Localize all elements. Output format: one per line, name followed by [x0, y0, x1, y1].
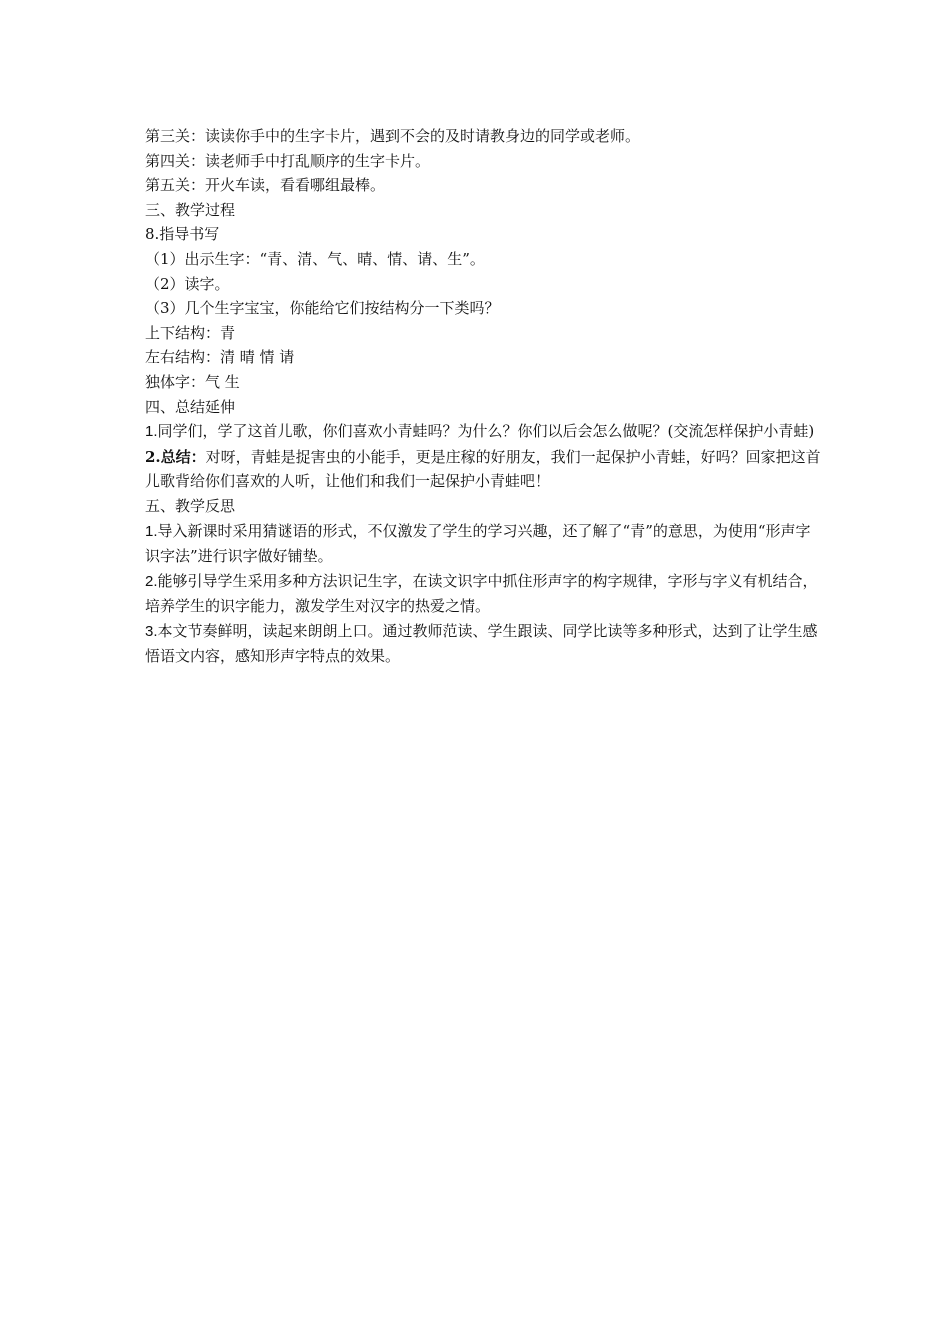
text-line-single-body: 独体字：气 生: [145, 372, 240, 391]
reflection-item-1-text: 导入新课时采用猜谜语的形式，不仅激发了学生的学习兴趣，还了解了“青”的意思，为使用“形声字识字法”进行识字做好铺垫。: [145, 521, 811, 566]
section-heading-summary: 四、总结延伸: [145, 397, 236, 416]
reflection-item-3-number: 3.: [145, 622, 158, 640]
subheading-writing-guidance: 8.指导书写: [145, 225, 220, 244]
text-line-read-characters: （2）读字。: [145, 274, 230, 293]
text-line-left-right-structure: 左右结构：清 晴 情 请: [145, 348, 295, 367]
text-line-level4: 第四关：读老师手中打乱顺序的生字卡片。: [145, 151, 431, 170]
reflection-item-3-text: 本文节奏鲜明，读起来朗朗上口。通过教师范读、学生跟读、同学比读等多种形式，达到了让学生感悟语文内容，感知形声字特点的效果。: [145, 621, 818, 666]
reflection-item-1: [145, 519, 825, 569]
reflection-item-3: [145, 619, 825, 669]
reflection-item-2-text: 能够引导学生采用多种方法识记生字，在读文识字中抓住形声字的构字规律，字形与字义有机结合，培养学生的识字能力，激发学生对汉字的热爱之情。: [145, 571, 818, 616]
text-line-show-characters: （1）出示生字：“青、清、气、晴、情、请、生”。: [145, 249, 485, 268]
summary-item-2-label: 2.总结：: [145, 447, 206, 466]
text-line-top-bottom-structure: 上下结构：青: [145, 323, 236, 342]
section-heading-reflection: 五、教学反思: [145, 496, 236, 515]
summary-item-1: [145, 419, 825, 445]
summary-item-1-text: 同学们，学了这首儿歌，你们喜欢小青蛙吗？为什么？你们以后会怎么做呢？(交流怎样保护小青蛙): [157, 422, 815, 441]
summary-item-2: [145, 445, 825, 494]
text-line-level5: 第五关：开火车读，看看哪组最棒。: [145, 176, 386, 195]
reflection-item-1-number: 1.: [145, 522, 158, 540]
summary-item-2-text: 对呀，青蛙是捉害虫的小能手，更是庄稼的好朋友，我们一起保护小青蛙，好吗？回家把这首儿歌背给你们喜欢的人听，让他们和我们一起保护小青蛙吧！: [145, 447, 821, 491]
reflection-item-2-number: 2.: [145, 572, 158, 590]
document-body: [145, 124, 825, 669]
reflection-item-2: [145, 569, 825, 619]
summary-item-1-number: 1.: [145, 423, 158, 441]
text-line-classify-question: （3）几个生字宝宝，你能给它们按结构分一下类吗？: [145, 299, 500, 318]
section-heading-teaching-process: 三、教学过程: [145, 200, 236, 219]
text-line-level3: 第三关：读读你手中的生字卡片，遇到不会的及时请教身边的同学或老师。: [145, 127, 641, 145]
